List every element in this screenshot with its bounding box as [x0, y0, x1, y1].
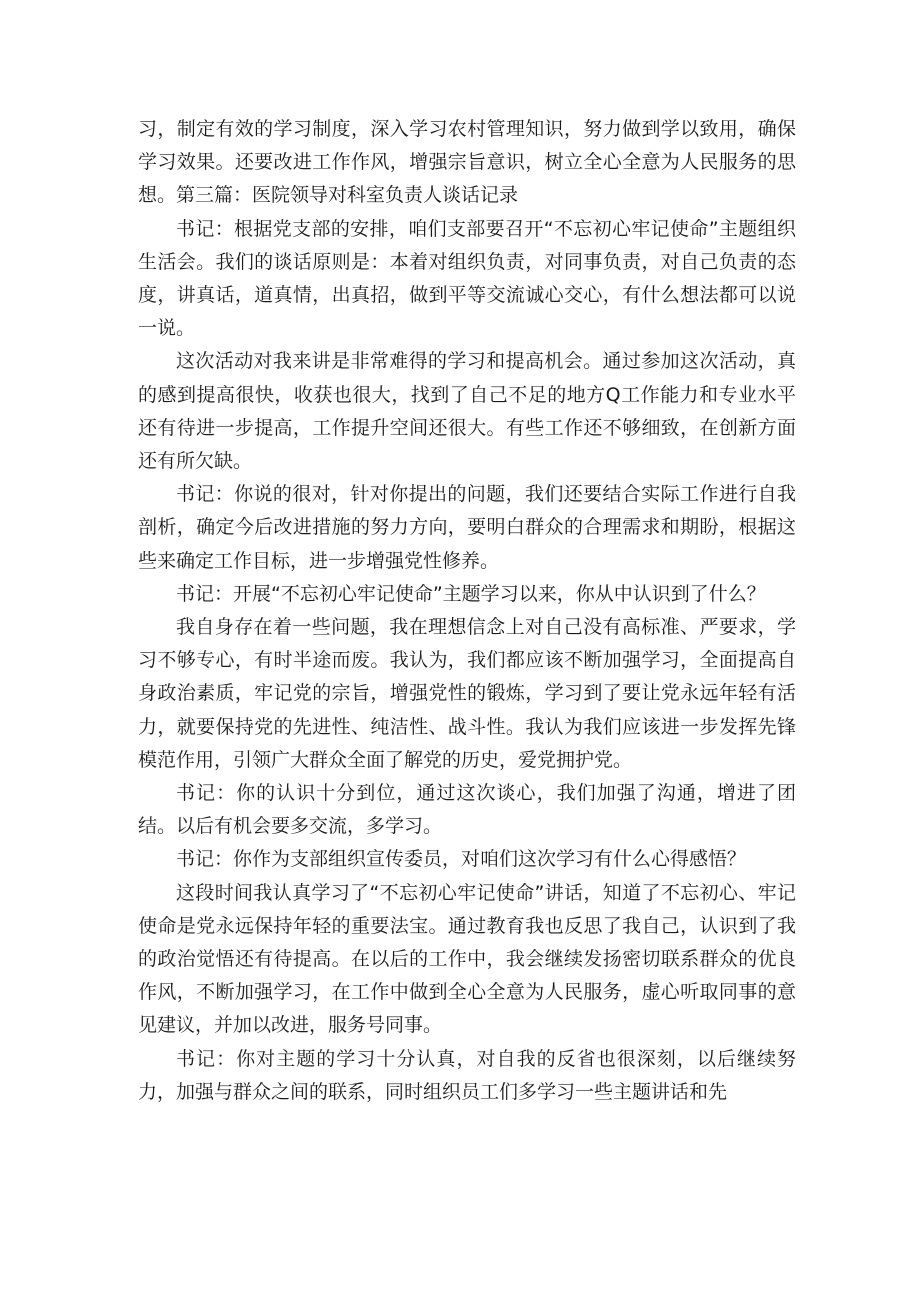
paragraph-5: 书记：开展“不忘初心牢记使命”主题学习以来，你从中认识到了什么？: [176, 582, 766, 605]
paragraph-4: 书记：你说的很对，针对你提出的问题，我们还要结合实际工作进行自我剖析，确定今后改进措施的努力方向，要明白群众的合理需求和期盼，根据这些来确定工作目标，进一步增强党性修养。: [138, 483, 796, 572]
paragraph-7: 书记：你的认识十分到位，通过这次谈心，我们加强了沟通，增进了团结。以后有机会要多交流，多学习。: [138, 782, 796, 838]
paragraph-2: 书记：根据党支部的安排，咱们支部要召开“不忘初心牢记使命”主题组织生活会。我们的谈话原则是：本着对组织负责，对同事负责，对自己负责的态度，讲真话，道真情，出真招，做到平等交流诚心交心，有什么想法都可以说一说。: [138, 217, 796, 340]
paragraph-9: 这段时间我认真学习了“不忘初心牢记使命”讲话，知道了不忘初心、牢记使命是党永远保持年轻的重要法宝。通过教育我也反思了我自己，认识到了我的政治觉悟还有待提高。在以后的工作中，我会继续发扬密切联系群众的优良作风，不断加强学习，在工作中做到全心全意为人民服务，虚心听取同事的意见建议，并加以改进，服务号同事。: [138, 881, 796, 1037]
paragraph-3: 这次活动对我来讲是非常难得的学习和提高机会。通过参加这次活动，真的感到提高很快，收获也很大，找到了自己不足的地方Q工作能力和专业水平还有待进一步提高，工作提升空间还很大。有些工作还不够细致，在创新方面还有所欠缺。: [138, 350, 796, 473]
paragraph-10: 书记：你对主题的学习十分认真，对自我的反省也很深刻，以后继续努力，加强与群众之间的联系，同时组织员工们多学习一些主题讲话和先: [138, 1047, 796, 1103]
document-body: [138, 113, 796, 1109]
paragraph-8: 书记：你作为支部组织宣传委员，对咱们这次学习有什么心得感悟？: [176, 848, 747, 871]
paragraph-6: 我自身存在着一些问题，我在理想信念上对自己没有高标准、严要求，学习不够专心，有时半途而废。我认为，我们都应该不断加强学习，全面提高自身政治素质，牢记党的宗旨，增强党性的锻炼，学习到了要让党永远年轻有活力，就要保持党的先进性、纯洁性、战斗性。我认为我们应该进一步发挥先锋模范作用，引领广大群众全面了解党的历史，爱党拥护党。: [138, 616, 796, 771]
paragraph-1: 习，制定有效的学习制度，深入学习农村管理知识，努力做到学以致用，确保学习效果。还要改进工作作风，增强宗旨意识，树立全心全意为人民服务的思想。第三篇：医院领导对科室负责人谈话记录: [138, 118, 796, 207]
